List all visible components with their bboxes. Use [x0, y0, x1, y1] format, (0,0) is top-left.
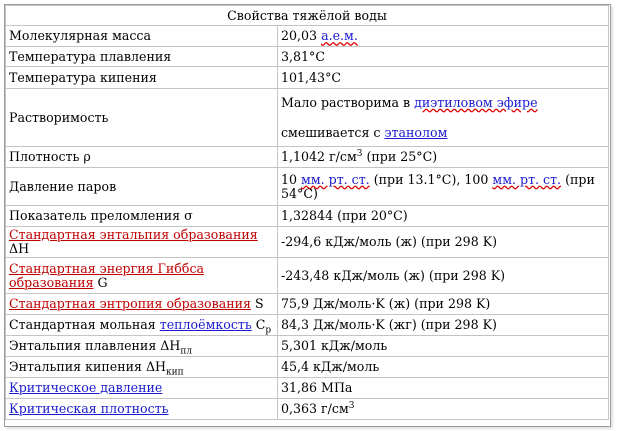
- critical-density-link[interactable]: Критическая плотность: [9, 401, 169, 416]
- property-label: Давление паров: [6, 168, 278, 206]
- property-label: Энтальпия кипения $\Delta H_{кип}$: [6, 357, 278, 378]
- ethanol-link[interactable]: этанолом: [384, 124, 448, 140]
- table-row: [6, 26, 609, 47]
- mmhg-link[interactable]: мм. рт. ст.: [492, 171, 562, 187]
- property-value: 84,3 Дж/моль·K (жг) (при 298 K): [278, 315, 609, 336]
- property-value: 1,1042 $г/см^3$ (при 25°C): [278, 147, 609, 168]
- property-label: Стандартная энергия Гиббса образования G: [6, 258, 278, 294]
- table-row: [6, 378, 609, 399]
- table-row: [6, 399, 609, 420]
- table-row: [6, 89, 609, 147]
- table-caption: Свойства тяжёлой воды: [6, 6, 609, 26]
- table-row: [6, 294, 609, 315]
- property-label: Показатель преломления σ: [6, 206, 278, 227]
- property-value: 0,363 $г/см^3$: [278, 399, 609, 420]
- property-value: 20,03 а.е.м.: [278, 26, 609, 47]
- heat-capacity-link[interactable]: теплоёмкость: [159, 317, 252, 332]
- property-value: Мало растворима в диэтиловом эфире смешивается с этанолом: [278, 89, 609, 147]
- property-label: Температура плавления: [6, 47, 278, 67]
- property-label: Молекулярная масса: [6, 26, 278, 47]
- critical-pressure-link[interactable]: Критическое давление: [9, 380, 163, 395]
- entropy-formation-link[interactable]: Стандартная энтропия образования: [9, 296, 251, 311]
- gibbs-energy-link[interactable]: Стандартная энергия Гиббса образования: [9, 260, 205, 290]
- table-row: [6, 67, 609, 89]
- property-value: 1,32844 (при 20°C): [278, 206, 609, 227]
- table-row: [6, 227, 609, 258]
- property-label: Плотность ρ: [6, 147, 278, 168]
- property-value: 101,43°C: [278, 67, 609, 89]
- property-label: Растворимость: [6, 89, 278, 147]
- heavy-water-properties-table: [5, 5, 609, 420]
- properties-table-frame: [4, 4, 611, 427]
- property-label: [6, 399, 278, 420]
- property-value: 3,81°C: [278, 47, 609, 67]
- table-row: [6, 147, 609, 168]
- property-value: 31,86 МПа: [278, 378, 609, 399]
- mmhg-link[interactable]: мм. рт. ст.: [301, 171, 370, 187]
- diethyl-ether-link[interactable]: диэтиловом эфире: [414, 94, 538, 110]
- property-label: Температура кипения: [6, 67, 278, 89]
- property-value: 10 мм. рт. ст. (при 13.1°C), 100 мм. рт. ст. (при 54°C): [278, 168, 609, 206]
- property-label: [6, 378, 278, 399]
- table-row: [6, 206, 609, 227]
- table-row: [6, 47, 609, 67]
- property-label: Стандартная энтальпия образования ΔH: [6, 227, 278, 258]
- table-row: [6, 168, 609, 206]
- table-row: [6, 357, 609, 378]
- property-label: Энтальпия плавления $\Delta H_{пл}$: [6, 336, 278, 357]
- property-value: 45,4 кДж/моль: [278, 357, 609, 378]
- property-value: 75,9 Дж/моль·K (ж) (при 298 K): [278, 294, 609, 315]
- property-value: -243,48 кДж/моль (ж) (при 298 K): [278, 258, 609, 294]
- property-label: Стандартная энтропия образования S: [6, 294, 278, 315]
- amu-link[interactable]: а.е.м.: [321, 28, 358, 43]
- table-row: [6, 336, 609, 357]
- property-label: Стандартная мольная теплоёмкость $C_p$: [6, 315, 278, 336]
- table-row: [6, 315, 609, 336]
- table-row: [6, 258, 609, 294]
- enthalpy-formation-link[interactable]: Стандартная энтальпия образования: [9, 227, 258, 242]
- property-value: 5,301 кДж/моль: [278, 336, 609, 357]
- property-value: -294,6 кДж/моль (ж) (при 298 K): [278, 227, 609, 258]
